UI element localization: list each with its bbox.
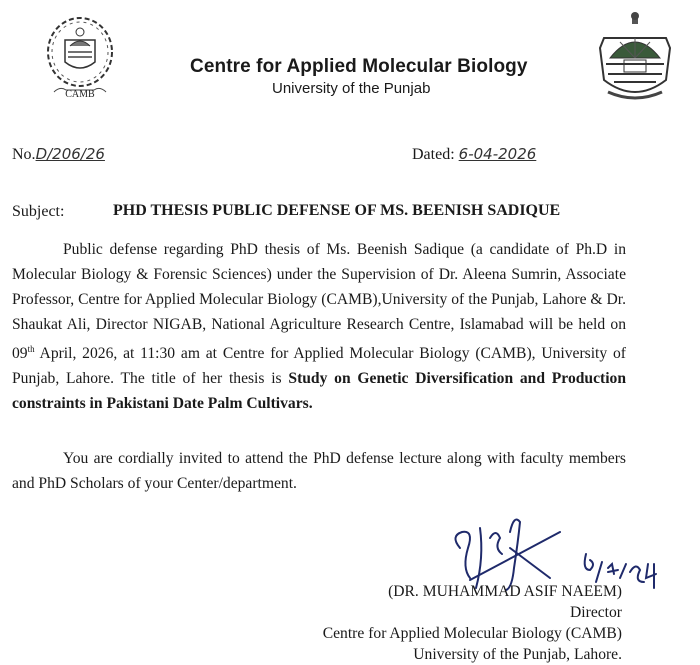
punjab-university-crest-icon — [590, 8, 680, 108]
signatory-department: Centre for Applied Molecular Biology (CAMB) — [322, 625, 622, 642]
paragraph-1-text-b: April, 2026, at 11:30 am at Centre for Applied Molecular Biology (CAMB), University of Punjab, Lahore. The title of her thesis is — [12, 345, 626, 388]
subject-label: Subject: — [12, 203, 65, 220]
paragraph-1-text-a: Public defense regarding PhD thesis of Ms. Beenish Sadique (a candidate of Ph.D in Molecular Biology & Forensic Sciences) under the Supervision of Dr. Aleena Sumrin, Associate Professor, Centre for Applied Molecular Biology (CAMB),University of the Punjab, Lahore & Dr. Shaukat Ali, Director NIGAB, National Agriculture Research Centre, Islamabad will be held on 09 — [12, 241, 626, 363]
reference-date — [412, 145, 536, 164]
reference-number — [12, 145, 105, 164]
reference-number-label: No. — [12, 146, 36, 163]
signatory-name: (DR. MUHAMMAD ASIF NAEEM) — [388, 583, 622, 600]
letterhead-title: Centre for Applied Molecular Biology — [190, 56, 528, 77]
letterhead-subtitle: University of the Punjab — [272, 80, 431, 97]
signatory-institution: University of the Punjab, Lahore. — [413, 646, 622, 663]
signature-block — [323, 581, 622, 665]
thesis-title: Study on Genetic Diversification and Production constraints in Pakistani Date Palm Cultivars. — [12, 370, 626, 413]
body-paragraph-2: You are cordially invited to attend the PhD defense lecture along with faculty members and PhD Scholars of your Center/department. — [12, 450, 626, 492]
reference-date-value: 6-04-2026 — [458, 145, 537, 163]
subject-text: PHD THESIS PUBLIC DEFENSE OF MS. BEENISH SADIQUE — [113, 202, 561, 219]
reference-date-label: Dated: — [412, 146, 455, 163]
body-paragraph-1 — [12, 237, 626, 416]
signatory-designation: Director — [570, 604, 622, 621]
camb-emblem-icon — [40, 10, 120, 105]
date-ordinal-suffix: th — [27, 344, 35, 354]
camb-logo-text: CAMB — [65, 89, 95, 100]
reference-number-value: D/206/26 — [35, 145, 105, 163]
